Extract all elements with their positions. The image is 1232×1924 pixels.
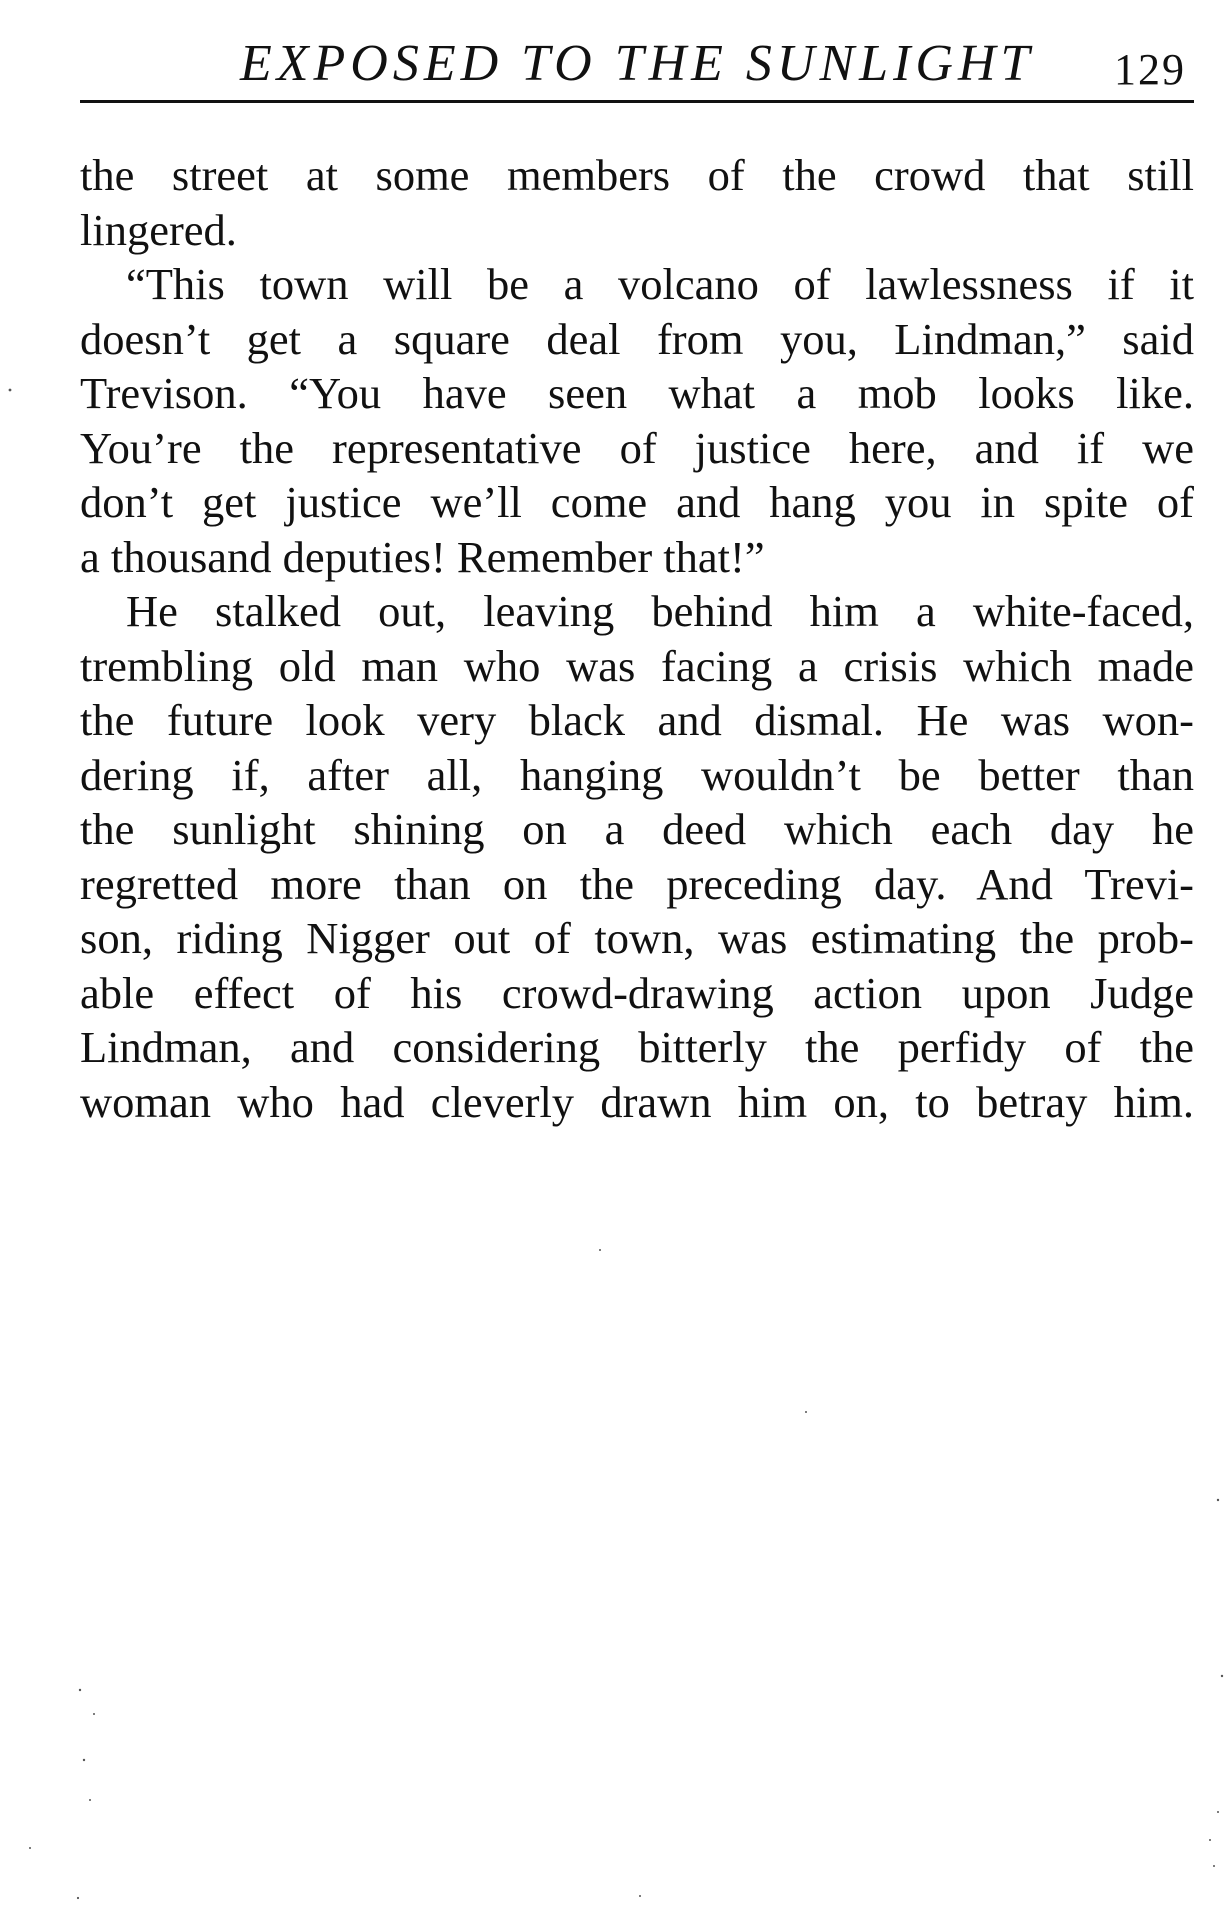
text-line: son, riding Nigger out of town, was estimating the prob- <box>80 913 1194 963</box>
running-head <box>80 28 1192 98</box>
text-line: the street at some members of the crowd that still <box>80 150 1194 200</box>
text-line: trembling old man who was facing a crisis which made <box>80 640 1194 691</box>
text-line: the sunlight shining on a deed which each day he <box>80 804 1194 854</box>
text-line: able effect of his crowd-drawing action upon Judge <box>80 967 1194 1018</box>
header-rule <box>80 100 1194 103</box>
text-line: He stalked out, leaving behind him a white-faced, <box>126 586 1194 636</box>
text-line: Lindman, and considering bitterly the perfidy of the <box>80 1022 1194 1072</box>
text-line: dering if, after all, hanging wouldn’t be better than <box>80 749 1194 800</box>
text-line: lingered. <box>80 204 237 255</box>
text-line: a thousand deputies! Remember that!” <box>80 531 765 582</box>
text-line: doesn’t get a square deal from you, Lindman,” said <box>80 313 1194 364</box>
text-line: woman who had cleverly drawn him on, to betray him. <box>80 1076 1194 1127</box>
text-line: the future look very black and dismal. He was won- <box>80 695 1194 745</box>
body-text <box>80 148 1194 1129</box>
text-line: Trevison. “You have seen what a mob looks like. <box>80 368 1194 418</box>
text-line: regretted more than on the preceding day. And Trevi- <box>80 858 1194 909</box>
page-number: 129 <box>1114 45 1186 94</box>
text-line: You’re the representative of justice here, and if we <box>80 422 1194 473</box>
text-line: “This town will be a volcano of lawlessness if it <box>126 259 1194 309</box>
running-title: EXPOSED TO THE SUNLIGHT <box>240 35 1035 92</box>
text-line: don’t get justice we’ll come and hang you in spite of <box>80 477 1194 527</box>
